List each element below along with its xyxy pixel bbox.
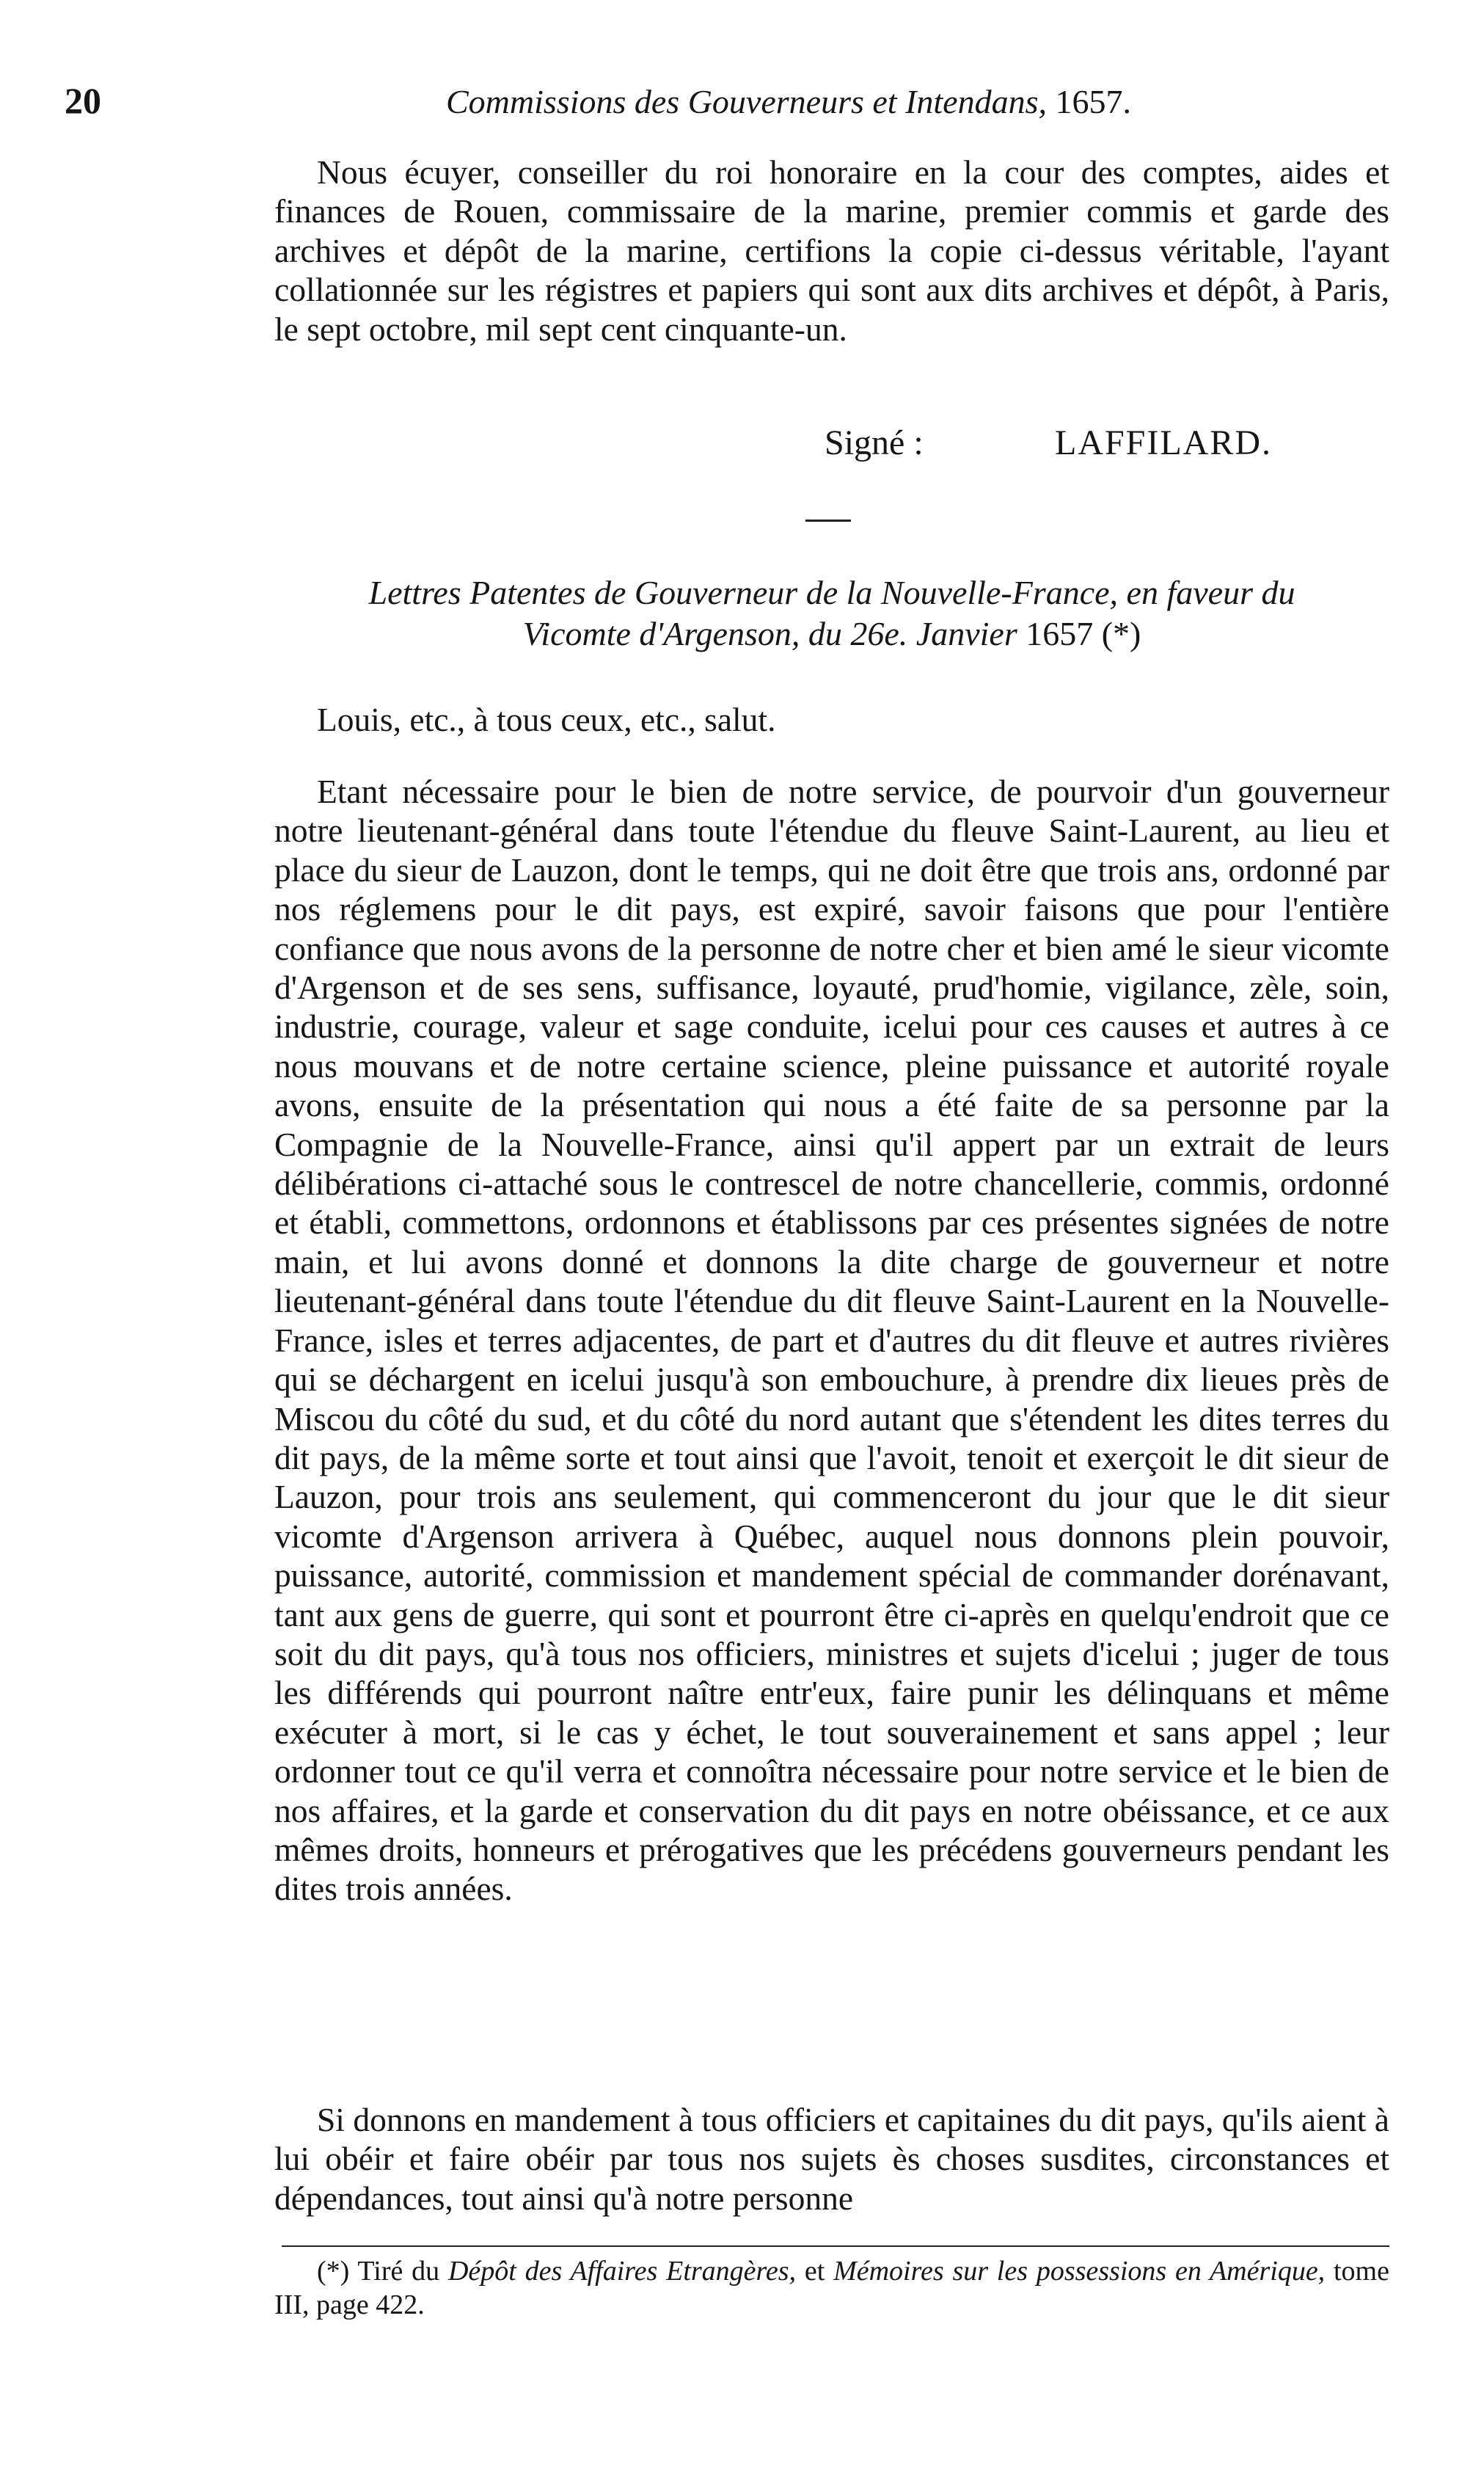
main-paragraph: Etant nécessaire pour le bien de notre service, de pourvoir d'un gouverneur notre lieutenant-général dans toute l'étendue du fleuve Saint-Laurent, au lieu et place du sieur de Lauzon, dont le temps, qui ne doit être que trois ans, ordonné par nos réglemens pour le dit pays, est expiré, savoir faisons que pour l'entière confiance que nous avons de la personne de notre cher et bien amé le sieur vicomte d'Argenson et de ses sens, suffisance, loyauté, prud'homie, vigilance, zèle, soin, industrie, courage, valeur et sage conduite, icelui pour ces causes et autres à ce nous mouvans et de notre certaine science, pleine puissance et autorité royale avons, ensuite de la présentation qui nous a été faite de sa personne par la Compagnie de la Nouvelle-France, ainsi qu'il appert par un extrait de leurs délibérations ci-attaché sous le contrescel de notre chancellerie, commis, ordonné et établi, commettons, ordonnons et établissons par ces présentes signées de notre main, et lui avons donné et donnons la dite charge de gouverneur et notre lieutenant-général dans toute l'étendue du dit fleuve Saint-Laurent en la Nouvelle-France, isles et terres adjacentes, de part et d'autres du dit fleuve et autres rivières qui se déchargent en icelui jusqu'à son embouchure, à prendre dix lieues près de Miscou du côté du sud, et du côté du nord autant que s'étendent les dites terres du dit pays, de la même sorte et tout ainsi que l'avoit, tenoit et exerçoit le dit sieur de Lauzon, pour trois ans seulement, qui commenceront du jour que le dit sieur vicomte d'Argenson arrivera à Québec, auquel nous donnons plein pouvoir, puissance, autorité, commission et mandement spécial de commander dorénavant, tant aux gens de guerre, qui sont et pourront être ci-après en quelqu'endroit que ce soit du dit pays, qu'à tous nos officiers, ministres et sujets d'icelui ; juger de tous les différends qui pourront naître entr'eux, faire punir les délinquans et même exécuter à mort, si le cas y échet, le tout souverainement et sans appel ; leur ordonner tout ce qu'il verra et connoîtra nécessaire pour notre service et le bien de nos affaires, et la garde et conservation du dit pays en notre obéissance, et ce aux mêmes droits, honneurs et prérogatives que les précédens gouverneurs pendant les dites trois années. [274, 773, 1389, 1908]
running-title [446, 82, 1131, 121]
salutation: Louis, etc., à tous ceux, etc., salut. [317, 701, 776, 738]
footnote-mark: (*) [317, 2256, 350, 2287]
document-title-line-2 [274, 613, 1389, 655]
closing-paragraph: Si donnons en mandement à tous officiers et capitaines du dit pays, qu'ils aient à lui obéir et faire obéir par tous nos sujets ès choses susdites, circonstances et dépendances, tout ainsi qu'à notre personne [274, 2101, 1389, 2217]
document-title-year: 1657 [1026, 615, 1094, 652]
footnote-reference: (*) [1101, 615, 1141, 652]
page-number: 20 [65, 80, 101, 121]
document-title [274, 572, 1389, 655]
main-text-block [274, 772, 1389, 1909]
footnote-connector: et [804, 2256, 825, 2287]
footnote [274, 2254, 1389, 2322]
running-title-year: 1657. [1055, 83, 1131, 120]
footnote-source-2: Mémoires sur les possessions en Amérique, [833, 2256, 1326, 2287]
section-separator [805, 520, 851, 522]
closing-text-block [274, 2100, 1389, 2218]
document-title-line-1: Lettres Patentes de Gouverneur de la Nouvelle-France, en faveur du [368, 574, 1295, 611]
certificate-paragraph: Nous écuyer, conseiller du roi honoraire en la cour des comptes, aides et finances de Rouen, commissaire de la marine, premier commis et garde des archives et dépôt de la marine, certifions la copie ci-dessus véritable, l'ayant collationnée sur les régistres et papiers qui sont aux dits archives et dépôt, à Paris, le sept octobre, mil sept cent cinquante-un. [274, 153, 1389, 348]
signer-name: LAFFILARD. [1055, 423, 1273, 462]
page-header [65, 79, 1407, 131]
signature-line [0, 423, 1484, 467]
footnote-source-1: Dépôt des Affaires Etrangères, [447, 2256, 797, 2287]
document-title-line-2-text: Vicomte d'Argenson, du 26e. Janvier [522, 615, 1017, 652]
footnote-rule [282, 2245, 1389, 2247]
running-title-text: Commissions des Gouverneurs et Intendans, [446, 83, 1047, 120]
signed-label: Signé : [825, 423, 924, 462]
footnote-location: tome III, page 422. [274, 2256, 1389, 2320]
certificate-block [274, 153, 1389, 349]
footnote-prefix: Tiré du [357, 2256, 440, 2287]
